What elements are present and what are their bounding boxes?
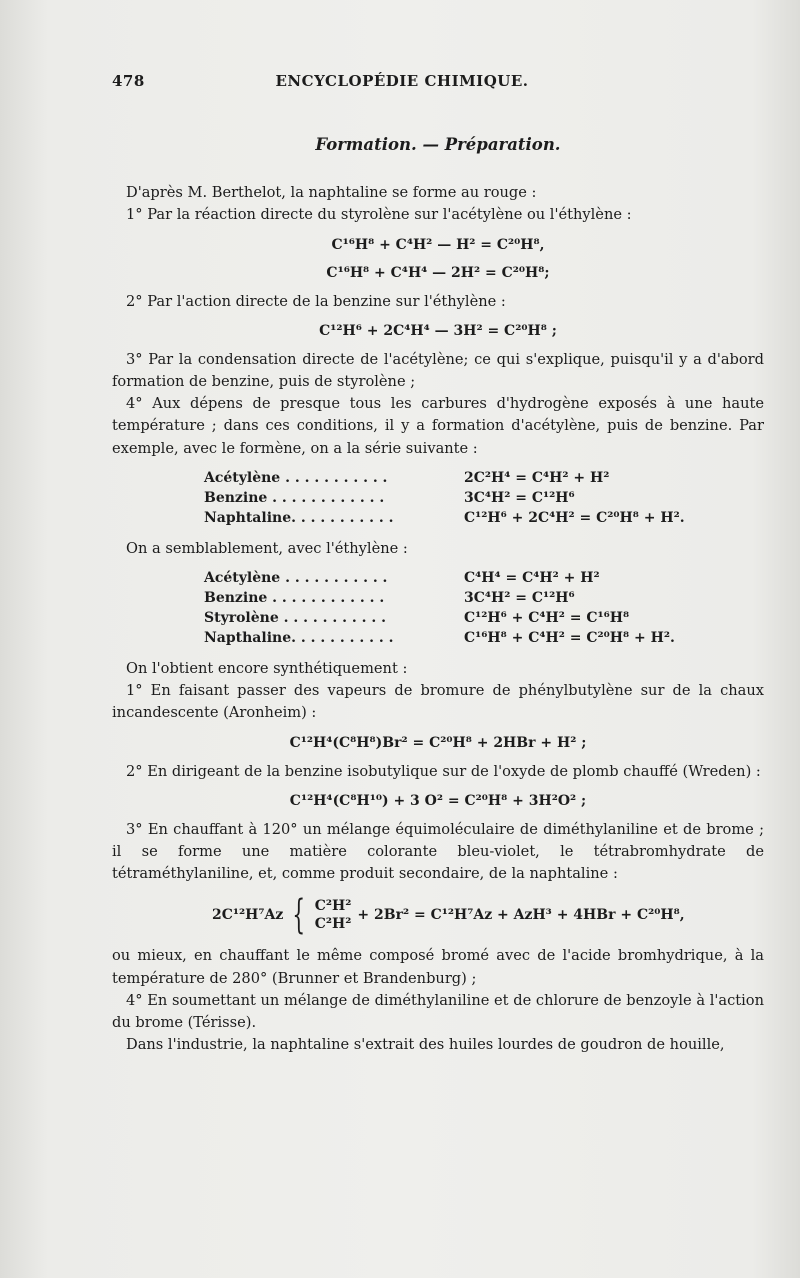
compound-formula: C¹⁶H⁸ + C⁴H² = C²⁰H⁸ + H². — [464, 630, 675, 647]
compound-name: Naphtaline. . . . . . . . . . . — [204, 509, 394, 526]
compound-formula: C¹²H⁶ + 2C⁴H² = C²⁰H⁸ + H². — [464, 509, 685, 526]
compound-formula: 3C⁴H² = C¹²H⁶ — [464, 590, 575, 607]
compound-name: Napthaline. . . . . . . . . . . — [204, 630, 394, 647]
compound-name: Acétylène . . . . . . . . . . . — [204, 570, 388, 587]
paragraph: 1° Par la réaction directe du styrolène sur l'acétylène ou l'éthylène : — [126, 206, 632, 224]
equation-braced — [112, 892, 764, 939]
page-header — [112, 72, 692, 94]
equation: C¹²H⁴(C⁸H¹⁰) + 3 O² = C²⁰H⁸ + 3H²O² ; — [289, 792, 587, 809]
running-title: ENCYCLOPÉDIE CHIMIQUE. — [275, 72, 529, 90]
reaction-row — [204, 468, 764, 488]
brace-stack — [315, 897, 352, 933]
reaction-row — [204, 488, 764, 508]
compound-formula: 2C²H⁴ = C⁴H² + H² — [464, 469, 610, 486]
page-number: 478 — [112, 72, 145, 90]
equation: C¹²H⁶ + 2C⁴H⁴ — 3H² = C²⁰H⁸ ; — [319, 322, 557, 339]
paragraph: 3° Par la condensation directe de l'acétylène; ce qui s'explique, puisqu'il y a d'abord formation de benzine, puis de styrolène ; — [112, 350, 764, 391]
paragraph: 4° Aux dépens de presque tous les carbures d'hydrogène exposés à une haute température ; dans ces conditions, il y a formation d'acétylène, puis de benzine. Par exemple, avec le formène, on a la série suivante : — [112, 395, 764, 457]
compound-name: Benzine . . . . . . . . . . . . — [204, 590, 385, 607]
equation-left: 2C¹²H⁷Az — [212, 907, 284, 924]
reaction-row — [204, 628, 764, 648]
reaction-row — [204, 588, 764, 608]
reaction-row — [204, 508, 764, 528]
compound-name: Benzine . . . . . . . . . . . . — [204, 489, 385, 506]
compound-formula: 3C⁴H² = C¹²H⁶ — [464, 489, 575, 506]
equation: C¹²H⁴(C⁸H⁸)Br² = C²⁰H⁸ + 2HBr + H² ; — [289, 734, 587, 751]
compound-name: Styrolène . . . . . . . . . . . — [204, 610, 386, 627]
brace-symbol: { — [292, 892, 306, 939]
paragraph: On l'obtient encore synthétiquement : — [126, 660, 408, 678]
reaction-series-formene — [204, 468, 764, 528]
paragraph: Dans l'industrie, la naphtaline s'extrait des huiles lourdes de goudron de houille, — [126, 1036, 725, 1054]
paragraph: 3° En chauffant à 120° un mélange équimoléculaire de diméthylaniline et de brome ; il se forme une matière colorante bleu-violet, le tétrabromhydrate de tétraméthylaniline, et, comme produit secondaire, de la naphtaline : — [112, 820, 764, 883]
stack-bottom: C²H² — [314, 916, 352, 933]
page-body — [112, 122, 764, 1056]
equation-right: + 2Br² = C¹²H⁷Az + AzH³ + 4HBr + C²⁰H⁸, — [357, 907, 685, 924]
reaction-series-ethylene — [204, 568, 764, 648]
paragraph: 1° En faisant passer des vapeurs de bromure de phénylbutylène sur de la chaux incandescente (Aronheim) : — [112, 682, 764, 722]
paragraph: On a semblablement, avec l'éthylène : — [126, 539, 408, 557]
paragraph: 2° Par l'action directe de la benzine sur l'éthylène : — [126, 292, 506, 310]
paragraph: D'après M. Berthelot, la naphtaline se forme au rouge : — [126, 184, 537, 202]
compound-name: Acétylène . . . . . . . . . . . — [204, 469, 388, 486]
equation: C¹⁶H⁸ + C⁴H⁴ — 2H² = C²⁰H⁸; — [326, 264, 550, 281]
equation: C¹⁶H⁸ + C⁴H² — H² = C²⁰H⁸, — [331, 236, 545, 253]
paragraph: ou mieux, en chauffant le même composé bromé avec de l'acide bromhydrique, à la température de 280° (Brunner et Brandenburg) ; — [112, 947, 764, 987]
stack-top: C²H² — [314, 898, 352, 915]
reaction-row — [204, 608, 764, 628]
section-title: Formation. — Préparation. — [315, 135, 561, 154]
compound-formula: C⁴H⁴ = C⁴H² + H² — [464, 570, 600, 587]
compound-formula: C¹²H⁶ + C⁴H² = C¹⁶H⁸ — [464, 610, 630, 627]
paragraph: 2° En dirigeant de la benzine isobutylique sur de l'oxyde de plomb chauffé (Wreden) : — [126, 762, 761, 780]
reaction-row — [204, 568, 764, 588]
paragraph: 4° En soumettant un mélange de diméthylaniline et de chlorure de benzoyle à l'action du brome (Térisse). — [112, 991, 764, 1032]
